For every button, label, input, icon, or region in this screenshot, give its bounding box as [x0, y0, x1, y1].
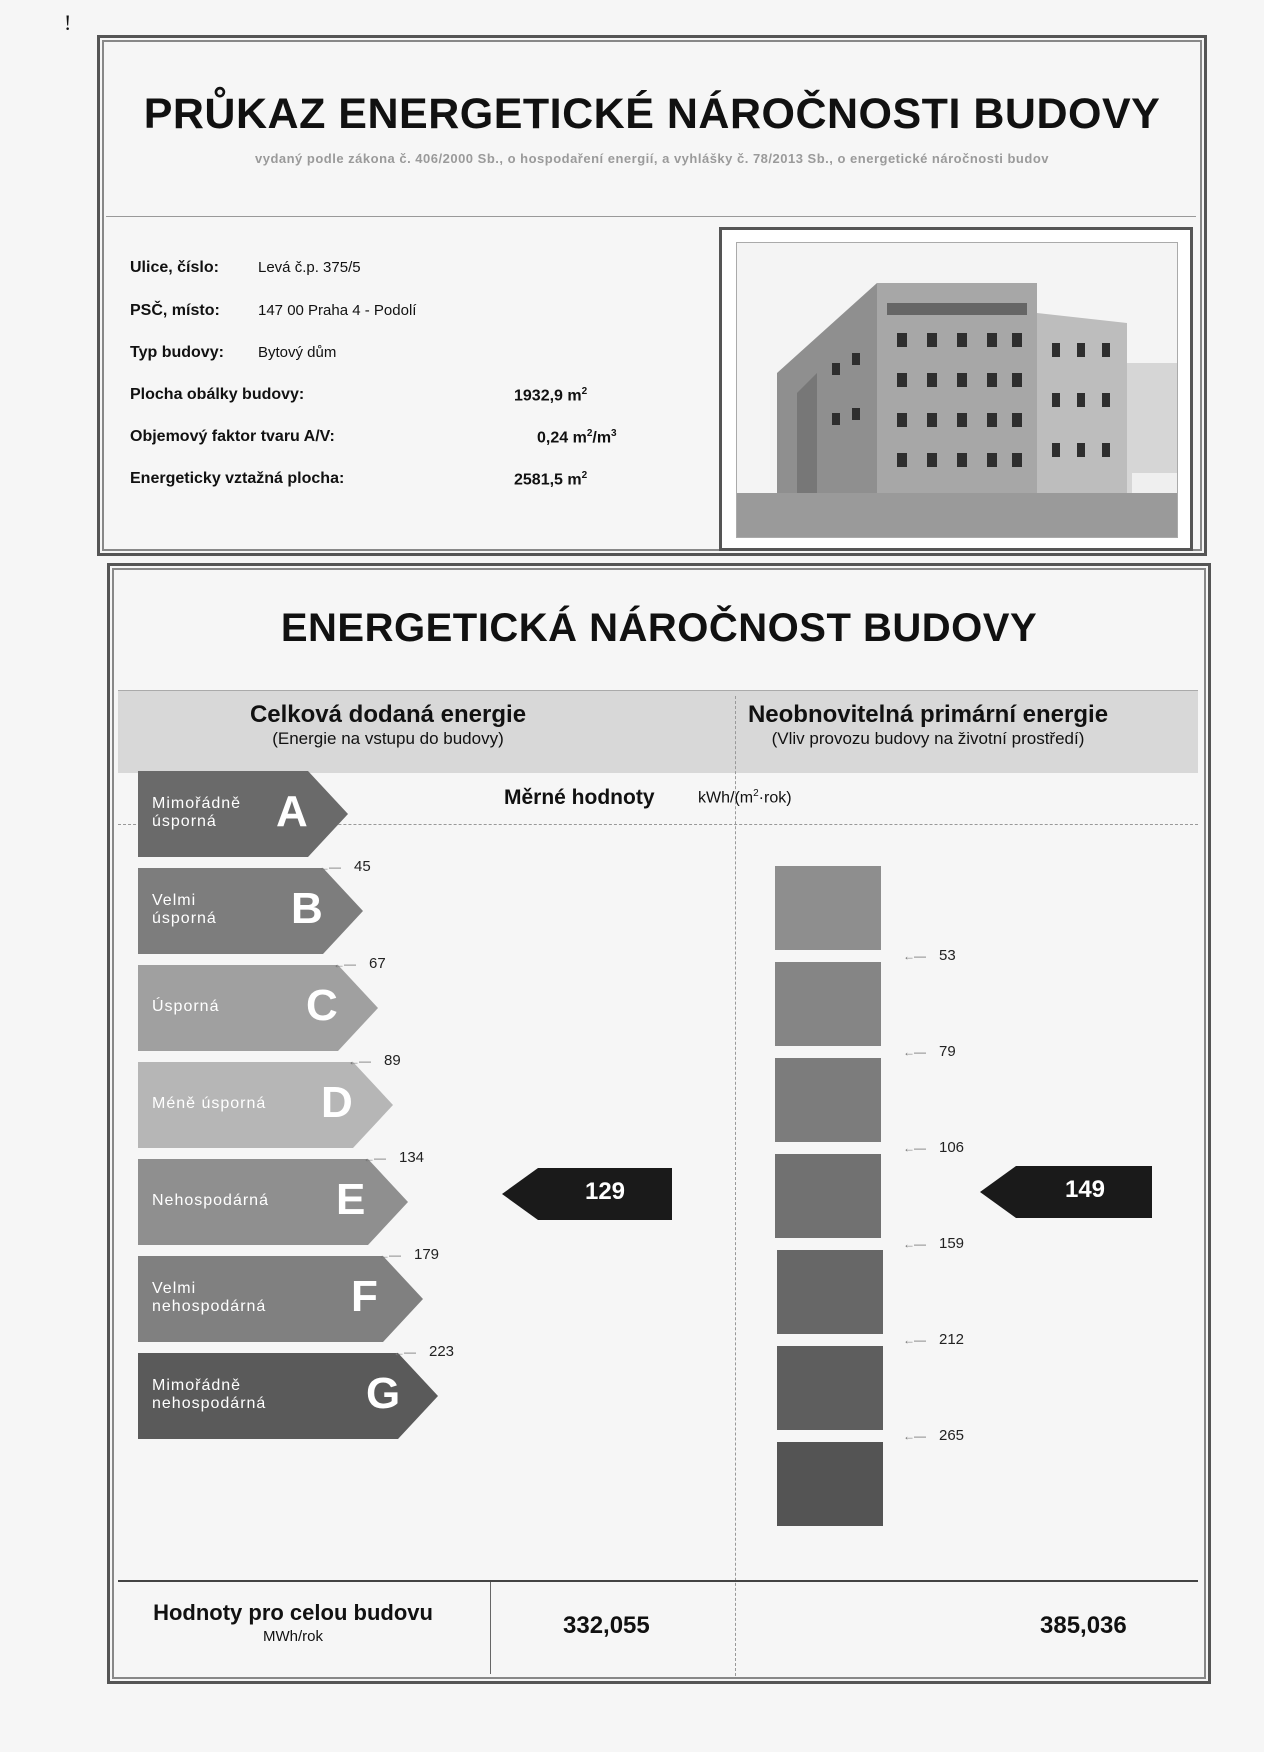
envelope-row [130, 386, 304, 404]
primary-energy-bar-segment [775, 1154, 881, 1238]
energy-class-label-c: Úsporná [152, 998, 220, 1015]
zip-label: PSČ, místo: [130, 302, 220, 319]
energy-class-letter-c: C [306, 981, 338, 1030]
totals-divider [490, 1582, 491, 1674]
delivered-threshold-label: ←— 89 [348, 1052, 401, 1069]
energy-class-label-g: Mimořádně nehospodárná [152, 1377, 267, 1412]
energy-class-letter-d: D [321, 1078, 353, 1127]
certificate-header-frame [97, 35, 1207, 556]
energy-class-letter-e: E [336, 1175, 366, 1224]
street-label: Ulice, číslo: [130, 259, 219, 276]
primary-energy-scale [110, 566, 1200, 1576]
reference-area-label: Energeticky vztažná plocha: [130, 470, 345, 487]
energy-class-letter-a: A [276, 787, 308, 836]
primary-threshold-label: ←— 265 [903, 1427, 965, 1444]
type-row [130, 344, 337, 362]
zip-value: 147 00 Praha 4 - Podolí [258, 302, 417, 319]
envelope-value: 1932,9 $m^2$ [514, 386, 588, 405]
primary-energy-title: Neobnovitelná primární energie [747, 701, 1109, 728]
delivered-threshold-label: ←— 134 [363, 1149, 425, 1166]
shape-factor-value: 0,24 $m^2/m^3$ [537, 428, 617, 447]
primary-energy-bar-segment [775, 1058, 881, 1142]
street-value: Levá č.p. 375/5 [258, 259, 361, 276]
primary-energy-bar-segment [777, 1442, 883, 1526]
building-photo-frame [719, 227, 1193, 551]
delivered-threshold-label: ←— 179 [378, 1246, 440, 1263]
energy-class-label-a: Mimořádně úsporná [152, 795, 242, 830]
delivered-energy-subtitle: (Energie na vstupu do budovy) [272, 729, 504, 748]
delivered-energy-value: 129 [584, 1178, 626, 1205]
totals-unit: MWh/rok [263, 1628, 323, 1645]
specific-values-label: Měrné hodnoty [504, 786, 655, 809]
energy-class-label-e: Nehospodárná [152, 1192, 269, 1209]
shape-factor-row [130, 428, 335, 446]
delivered-threshold-label: ←— 223 [393, 1343, 455, 1360]
building-info-panel [106, 216, 1196, 543]
street-row [130, 259, 361, 277]
shape-factor-label: Objemový faktor tvaru A/V: [130, 428, 335, 445]
certificate-subtitle: vydaný podle zákona č. 406/2000 Sb., o hospodaření energií, a vyhlášky č. 78/2013 Sb., o energetické náročnosti budov [254, 151, 1049, 166]
specific-values-unit: kWh/$(m^2\cdot rok)$ [698, 788, 792, 807]
energy-class-letter-b: B [291, 884, 323, 933]
primary-energy-bar-segment [777, 1250, 883, 1334]
total-primary-energy: 385,036 [1040, 1612, 1127, 1639]
certificate-title: PRŮKAZ ENERGETICKÉ NÁROČNOSTI BUDOVY [143, 90, 1161, 138]
building-image [737, 243, 1177, 537]
total-delivered-energy: 332,055 [563, 1612, 650, 1639]
primary-energy-bar-segment [777, 1346, 883, 1430]
energy-class-letter-f: F [351, 1272, 378, 1321]
totals-label: Hodnoty pro celou budovu [153, 1600, 433, 1625]
margin-mark: ! [64, 10, 72, 35]
envelope-label: Plocha obálky budovy: [130, 386, 305, 403]
primary-threshold-label: ←— 159 [903, 1235, 965, 1252]
energy-performance-title: ENERGETICKÁ NÁROČNOST BUDOVY [280, 606, 1038, 650]
primary-energy-subtitle: (Vliv provozu budovy na životní prostředí) [771, 729, 1085, 748]
energy-class-label-d: Méně úsporná [152, 1095, 267, 1112]
reference-area-row [130, 470, 344, 488]
delivered-threshold-label: ←— 45 [318, 858, 371, 875]
type-value: Bytový dům [258, 344, 337, 361]
type-label: Typ budovy: [130, 344, 224, 361]
primary-threshold-label: ←— 53 [903, 947, 956, 964]
delivered-energy-title: Celková dodaná energie [249, 701, 527, 728]
energy-class-letter-g: G [366, 1369, 401, 1418]
reference-area-value: 2581,5 $m^2$ [514, 470, 588, 489]
building-photo [736, 242, 1178, 538]
zip-row [130, 302, 417, 320]
totals-row [118, 1580, 1198, 1674]
primary-energy-bar-segment [775, 962, 881, 1046]
primary-energy-value: 149 [1064, 1176, 1106, 1203]
primary-threshold-label: ←— 106 [903, 1139, 965, 1156]
energy-class-label-f: Velmi nehospodárná [152, 1280, 267, 1315]
primary-energy-bar-segment [775, 866, 881, 950]
delivered-threshold-label: ←— 67 [333, 955, 386, 972]
energy-performance-frame [107, 563, 1211, 1684]
primary-threshold-label: ←— 79 [903, 1043, 956, 1060]
energy-class-label-b: Velmi úsporná [152, 892, 217, 927]
primary-threshold-label: ←— 212 [903, 1331, 965, 1348]
